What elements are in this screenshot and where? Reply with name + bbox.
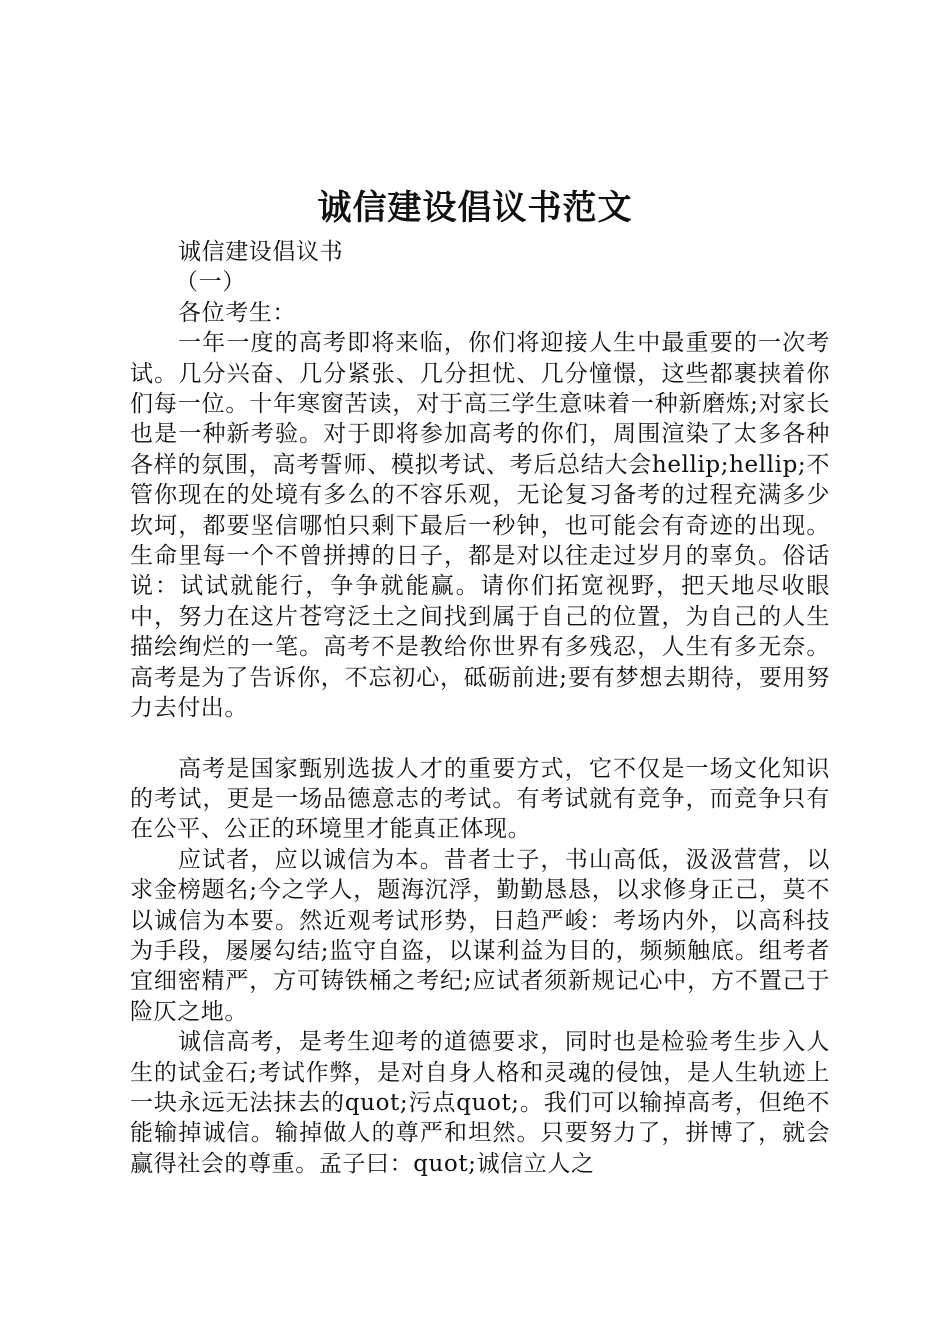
paragraph-2: 高考是国家甄别选拔人才的重要方式，它不仅是一场文化知识的考试，更是一场品德意志的考试。有考试就有竞争，而竞争只有在公平、公正的环境里才能真正体现。 [130,755,830,843]
section-number: （一） [175,269,246,296]
paragraph-4: 诚信高考，是考生迎考的道德要求，同时也是检验考生步入人生的试金石;考试作弊，是对自身人格和灵魂的侵蚀，是人生轨迹上一块永远无法抹去的quot;污点quot;。我们可以输掉高考，但绝不能输掉诚信。输掉做人的尊严和坦然。只要努力了，拼博了，就会赢得社会的尊重。孟子曰：quot;诚信立人之 [130,1029,830,1177]
paragraph-1: 一年一度的高考即将来临，你们将迎接人生中最重要的一次考试。几分兴奋、几分紧张、几分担忧、几分憧憬，这些都裹挟着你们每一位。十年寒窗苦读，对于高三学生意味着一种新磨炼;对家长也是一种新考验。对于即将参加高考的你们，周围渲染了太多各种各样的氛围，高考誓师、模拟考试、考后总结大会hellip;hellip;不管你现在的处境有多么的不容乐观，无论复习备考的过程充满多少坎坷，都要坚信哪怕只剩下最后一秒钟，也可能会有奇迹的出现。生命里每一个不曾拼搏的日子，都是对以往走过岁月的辜负。俗话说：试试就能行，争争就能赢。请你们拓宽视野，把天地尽收眼中，努力在这片苍穹泛土之间找到属于自己的位置，为自己的人生描绘绚烂的一笔。高考不是教给你世界有多残忍，人生有多无奈。高考是为了告诉你，不忘初心，砥砺前进;要有梦想去期待，要用努力去付出。 [130,330,830,722]
document-title: 诚信建设倡议书范文 [317,188,633,228]
document-subtitle: 诚信建设倡议书 [178,239,344,265]
salutation: 各位考生： [178,299,296,326]
paragraph-gap [130,724,830,754]
paragraph-3: 应试者，应以诚信为本。昔者士子，书山高低，汲汲营营，以求金榜题名;今之学人，题海沉浮，勤勤恳恳，以求修身正己，莫不以诚信为本要。然近观考试形势，日趋严峻：考场内外，以高科技为手段，屡屡勾结;监守自盗，以谋利益为目的，频频触底。组考者宜细密精严，方可铸铁桶之考纪;应试者须新规记心中，方不置己于险仄之地。 [130,846,830,1025]
document-body [130,237,830,1179]
